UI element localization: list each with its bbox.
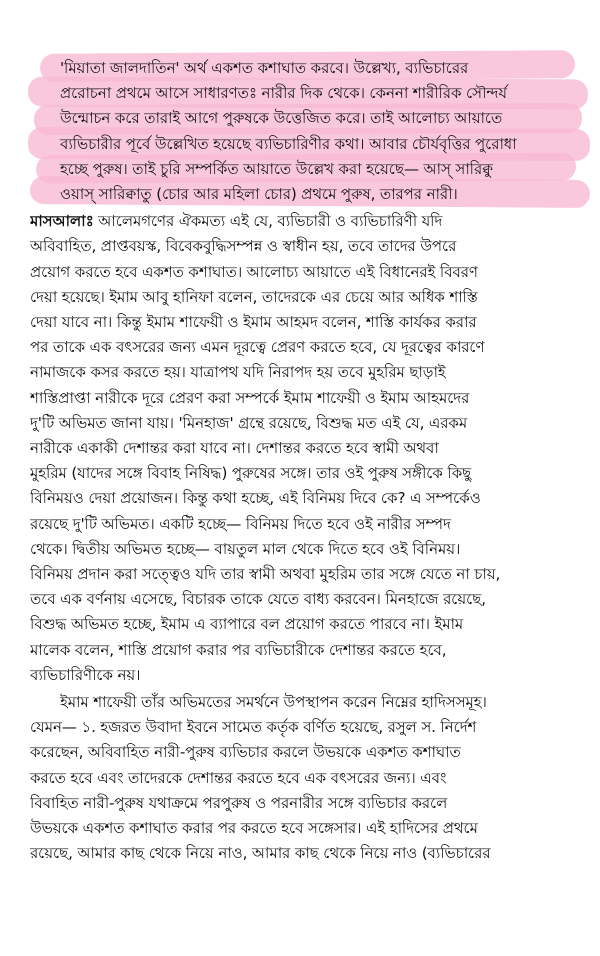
text-line: মুহরিম (যাদের সঙ্গে বিবাহ নিষিদ্ধ) পুরুষের সঙ্গে। তার ওই পুরুষ সঙ্গীকে কিছু bbox=[30, 464, 472, 483]
text-line: নারীকে একাকী দেশান্তর করা যাবে না। দেশান্তর করতে হবে স্বামী অথবা bbox=[30, 439, 439, 458]
text-line bbox=[30, 209, 570, 234]
paragraph-intro bbox=[30, 56, 570, 207]
text-line: প্রয়োগ করতে হবে একশত কশাঘাত। আলোচ্য আয়াতে এই বিধানেরই বিবরণ bbox=[30, 262, 478, 281]
text-line: নামাজকে কসর করতে হয়। যাত্রাপথ যদি নিরাপদ হয় তবে মুহরিম ছাড়াই bbox=[30, 363, 446, 382]
text-line: হচ্ছে পুরুষ। তাই চুরি সম্পর্কিত আয়াতে উল্লেখ করা হয়েছে— আস্ সারিক্বু bbox=[60, 159, 493, 178]
text-line: করতে হবে এবং তাদেরকে দেশান্তর করতে হবে এক বৎসরের জন্য। এবং bbox=[30, 768, 447, 787]
text-line: 'মিয়াতা জালদাতিন' অর্থ একশত কশাঘাত করবে। উল্লেখ্য, ব্যভিচারের bbox=[60, 59, 469, 77]
text-line: প্ররোচনা প্রথমে আসে সাধারণতঃ নারীর দিক থেকে। কেননা শারীরিক সৌন্দর্য bbox=[60, 84, 507, 103]
text-line: অবিবাহিত, প্রাপ্তবয়স্ক, বিবেকবুদ্ধিসম্পন্ন ও স্বাধীন হয়, তবে তাদের উপরে bbox=[30, 237, 457, 256]
masala-label: মাসআলাঃ bbox=[30, 212, 94, 231]
document-text bbox=[30, 56, 570, 867]
text-line: দেয়া যাবে না। কিন্তু ইমাম শাফেয়ী ও ইমাম আহমদ বলেন, শাস্তি কার্যকর করার bbox=[30, 313, 477, 332]
text-line: ব্যভিচারিণীকে নয়। bbox=[30, 665, 141, 684]
text-line: বিশুদ্ধ অভিমত হচ্ছে, ইমাম এ ব্যাপারে বল প্রয়োগ করতে পারবে না। ইমাম bbox=[30, 615, 464, 634]
text-line: উভয়কে একশত কশাঘাত করার পর করতে হবে সঙ্গেসার। এই হাদিসের প্রথমে bbox=[30, 819, 478, 838]
text-line: রয়েছে, আমার কাছ থেকে নিয়ে নাও, আমার কাছ থেকে নিয়ে নাও (ব্যভিচারের bbox=[30, 844, 491, 863]
text-line: বিনিময় প্রদান করা সত্ত্বেও যদি তার স্বামী অথবা মুহরিম তার সঙ্গে যেতে না চায়, bbox=[30, 565, 501, 584]
text-line: করেছেন, অবিবাহিত নারী-পুরুষ ব্যভিচার করলে উভয়কে একশত কশাঘাত bbox=[30, 743, 461, 762]
text-line: বিবাহিত নারী-পুরুষ যথাক্রমে পরপুরুষ ও পরনারীর সঙ্গে ব্যভিচার করলে bbox=[30, 793, 448, 812]
paragraph-masala bbox=[30, 209, 570, 688]
text-line: রয়েছে দু'টি অভিমত। একটি হচ্ছে— বিনিময় দিতে হবে ওই নারীর সম্পদ bbox=[30, 514, 451, 533]
text-line-rest: আলেমগণের ঐকমত্য এই যে, ব্যভিচারী ও ব্যভিচারিণী যদি bbox=[93, 212, 443, 231]
text-line: থেকে। দ্বিতীয় অভিমত হচ্ছে— বায়তুল মাল থেকে দিতে হবে ওই বিনিময়। bbox=[30, 539, 461, 558]
text-line: ওয়াস্ সারিক্বাতু (চোর আর মহিলা চোর) প্রথমে পুরুষ, তারপর নারী। bbox=[60, 185, 458, 204]
text-line: যেমন— ১. হজরত উবাদা ইবনে সামেত কর্তৃক বর্ণিত হয়েছে, রসুল স. নির্দেশ bbox=[30, 718, 477, 737]
text-line: উন্মোচন করে তারাই আগে পুরুষকে উত্তেজিত করে। তাই আলোচ্য আয়াতে bbox=[60, 109, 503, 128]
text-line: বিনিময়ও দেয়া প্রয়োজন। কিন্তু কথা হচ্ছে, এই বিনিময় দিবে কে? এ সম্পর্কেও bbox=[30, 489, 481, 508]
text-line: মালেক বলেন, শাস্তি প্রয়োগ করার পর ব্যভিচারীকে দেশান্তর করতে হবে, bbox=[30, 640, 447, 659]
text-line: পর তাকে এক বৎসরের জন্য এমন দূরত্বে প্রেরণ করতে হবে, যে দূরত্বের কারণে bbox=[30, 338, 485, 357]
text-line: দু'টি অভিমত জানা যায়। 'মিনহাজ' গ্রন্থে রয়েছে, বিশুদ্ধ মত এই যে, এরকম bbox=[30, 413, 468, 432]
text-line: দেয়া হয়েছে। ইমাম আবু হানিফা বলেন, তাদেরকে এর চেয়ে আর অধিক শাস্তি bbox=[30, 287, 478, 306]
text-line: শাস্তিপ্রাপ্তা নারীকে দূরে প্রেরণ করা সম্পর্কে ইমাম শাফেয়ী ও ইমাম আহমদের bbox=[30, 388, 470, 407]
paragraph-hadith bbox=[30, 690, 570, 866]
text-line: তবে এক বর্ণনায় এসেছে, বিচারক তাকে যেতে বাধ্য করবেন। মিনহাজে রয়েছে, bbox=[30, 590, 486, 609]
text-line: ইমাম শাফেয়ী তাঁর অভিমতের সমর্থনে উপস্থাপন করেন নিম্নের হাদিসসমূহ। bbox=[60, 693, 487, 712]
text-line: ব্যভিচারীর পূর্বে উল্লেখিত হয়েছে ব্যভিচারিণীর কথা। আবার চৌর্যবৃত্তির পুরোধা bbox=[60, 134, 517, 153]
